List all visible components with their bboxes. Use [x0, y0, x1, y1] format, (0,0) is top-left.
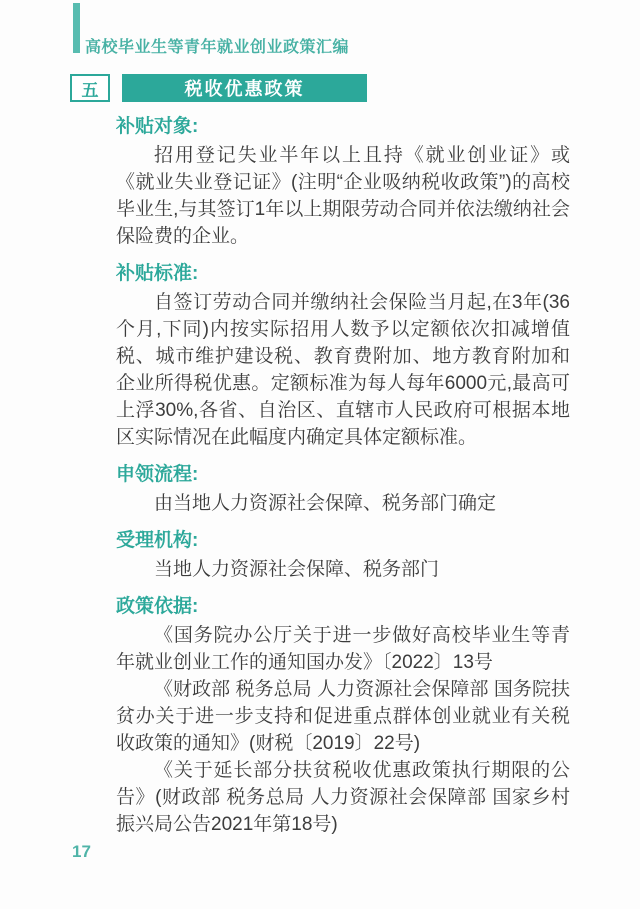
- paragraph-policy-reference: 《国务院办公厅关于进一步做好高校毕业生等青年就业创业工作的通知国办发》〔2022〕13号: [116, 625, 570, 673]
- page-number: 17: [72, 842, 91, 861]
- section-number-box: 五: [70, 74, 110, 102]
- paragraph: 招用登记失业半年以上且持《就业创业证》或《就业失业登记证》(注明“企业吸纳税收政策”)的高校毕业生,与其签订1年以上期限劳动合同并依法缴纳社会保险费的企业。: [116, 145, 570, 247]
- section-title-banner: 税收优惠政策: [122, 74, 367, 102]
- subsection-heading-subsidy-standard: 补贴标准:: [116, 263, 199, 284]
- policy-content: [116, 113, 570, 838]
- subsection-heading-application-process: 申领流程:: [116, 464, 199, 485]
- paragraph-policy-reference: 《财政部 税务总局 人力资源社会保障部 国务院扶贫办关于进一步支持和促进重点群体创业就业有关税收政策的通知》(财税〔2019〕22号): [116, 679, 570, 754]
- paragraph: 自签订劳动合同并缴纳社会保险当月起,在3年(36个月,下同)内按实际招用人数予以定额依次扣减增值税、城市维护建设税、教育费附加、地方教育附加和企业所得税优惠。定额标准为每人每年6000元,最高可上浮30%,各省、自治区、直辖市人民政府可根据本地区实际情况在此幅度内确定具体定额标准。: [116, 292, 570, 448]
- paragraph: 当地人力资源社会保障、税务部门: [154, 559, 440, 580]
- section-header: [70, 74, 367, 102]
- document-title: 高校毕业生等青年就业创业政策汇编: [85, 39, 350, 56]
- subsection-heading-subsidy-target: 补贴对象:: [116, 116, 199, 137]
- subsection-heading-policy-basis: 政策依据:: [116, 596, 199, 617]
- subsection-heading-accepting-agency: 受理机构:: [116, 530, 199, 551]
- header-accent-bar: [73, 3, 80, 53]
- paragraph: 由当地人力资源社会保障、税务部门确定: [154, 493, 497, 514]
- paragraph-policy-reference: 《关于延长部分扶贫税收优惠政策执行期限的公告》(财政部 税务总局 人力资源社会保障部 国家乡村振兴局公告2021年第18号): [116, 760, 570, 835]
